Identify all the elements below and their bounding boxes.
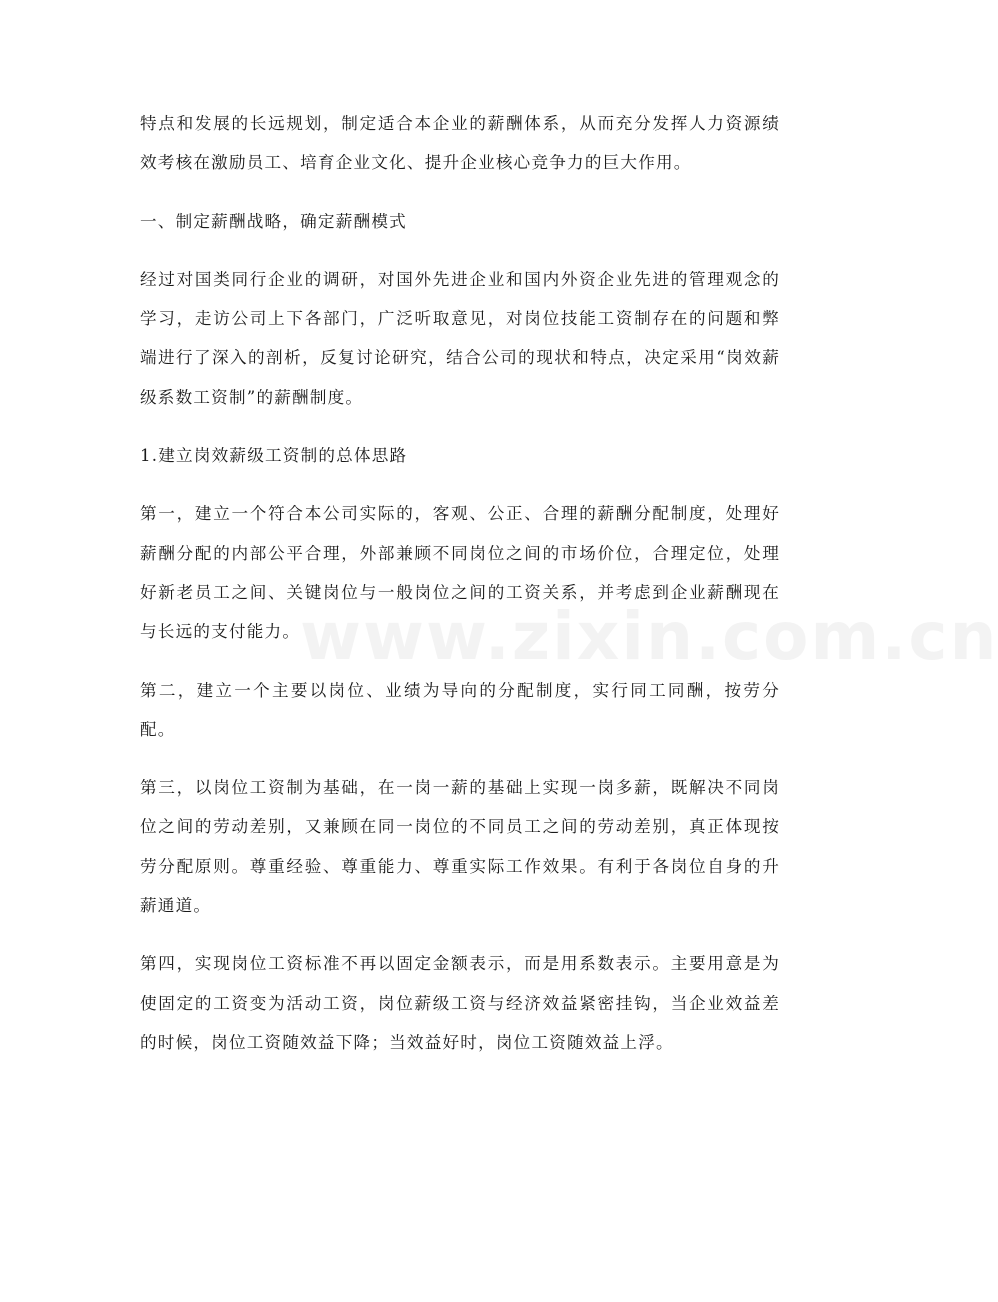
- paragraph-point-one: 第一，建立一个符合本公司实际的，客观、公正、合理的薪酬分配制度，处理好薪酬分配的内部公平合理，外部兼顾不同岗位之间的市场价位，合理定位，处理好新老员工之间、关键岗位与一般岗位之间的工资关系，并考虑到企业薪酬现在与长远的支付能力。: [140, 504, 780, 642]
- document-body: [140, 104, 780, 1081]
- paragraph-point-four: 第四，实现岗位工资标准不再以固定金额表示，而是用系数表示。主要用意是为使固定的工资变为活动工资，岗位薪级工资与经济效益紧密挂钩，当企业效益差的时候，岗位工资随效益下降；当效益好时，岗位工资随效益上浮。: [140, 954, 780, 1052]
- section-heading: 一、制定薪酬战略，确定薪酬模式: [140, 211, 407, 231]
- subsection-heading: 1.建立岗效薪级工资制的总体思路: [140, 446, 408, 466]
- paragraph-continuation: 特点和发展的长远规划，制定适合本企业的薪酬体系，从而充分发挥人力资源绩效考核在激励员工、培育企业文化、提升企业核心竞争力的巨大作用。: [140, 114, 780, 173]
- paragraph-point-two: 第二，建立一个主要以岗位、业绩为导向的分配制度，实行同工同酬，按劳分配。: [140, 680, 780, 739]
- paragraph-point-three: 第三，以岗位工资制为基础，在一岗一薪的基础上实现一岗多薪，既解决不同岗位之间的劳动差别，又兼顾在同一岗位的不同员工之间的劳动差别，真正体现按劳分配原则。尊重经验、尊重能力、尊重实际工作效果。有利于各岗位自身的升薪通道。: [140, 778, 780, 916]
- watermark-text: www.zixin.com.cn: [300, 598, 998, 675]
- paragraph-intro: 经过对国类同行企业的调研，对国外先进企业和国内外资企业先进的管理观念的学习，走访公司上下各部门，广泛听取意见，对岗位技能工资制存在的问题和弊端进行了深入的剖析，反复讨论研究，结合公司的现状和特点，决定采用“岗效薪级系数工资制”的薪酬制度。: [140, 269, 780, 407]
